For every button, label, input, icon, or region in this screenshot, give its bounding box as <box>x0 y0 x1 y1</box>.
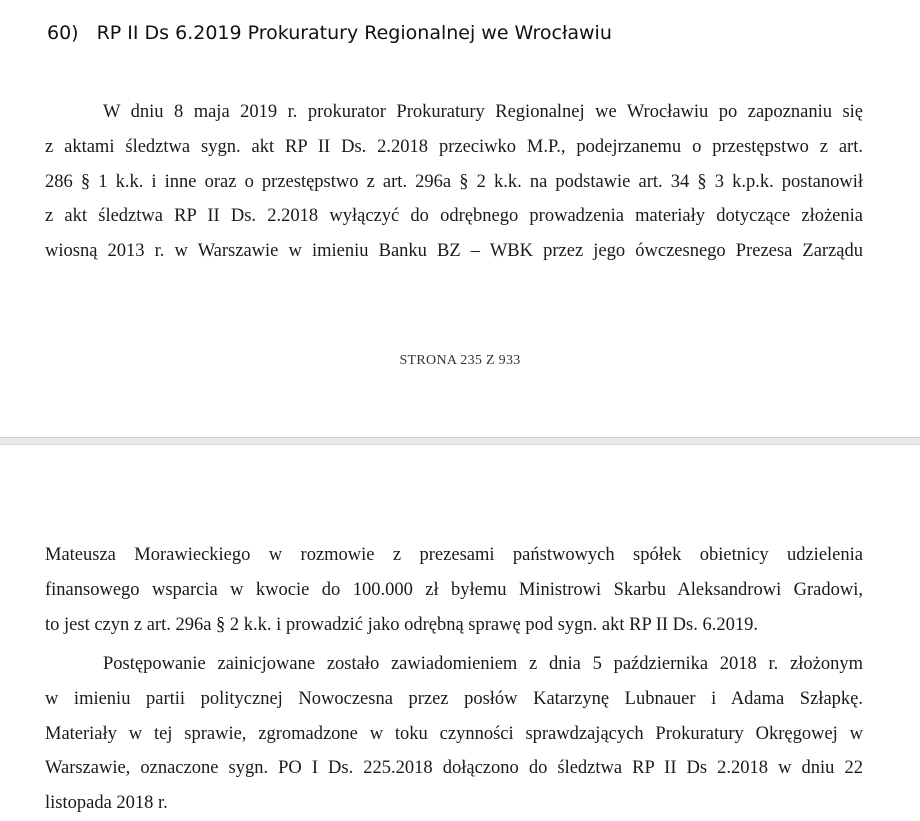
text-line: W dniu 8 maja 2019 r. prokurator Prokuratury Regionalnej we Wrocławiu po zapoznaniu się <box>103 102 863 122</box>
page2-paragraph-2 <box>45 647 863 821</box>
text-line: listopada 2018 r. <box>45 793 168 814</box>
text-line: z aktami śledztwa sygn. akt RP II Ds. 2.2018 przeciwko M.P., podejrzanemu o przestępstwo z art. <box>45 136 863 157</box>
section-heading <box>47 22 612 44</box>
text-line: Mateusza Morawieckiego w rozmowie z prezesami państwowych spółek obietnicy udzielenia <box>45 545 863 565</box>
page1-paragraph <box>45 95 863 269</box>
text-line: Materiały w tej sprawie, zgromadzone w toku czynności sprawdzających Prokuratury Okręgowej w <box>45 723 863 744</box>
page-break-divider <box>0 437 920 445</box>
text-line: to jest czyn z art. 296a § 2 k.k. i prowadzić jako odrębną sprawę pod sygn. akt RP II Ds. 6.2019. <box>45 614 758 635</box>
page2-paragraph-1 <box>45 538 863 642</box>
text-line: finansowego wsparcia w kwocie do 100.000 zł byłemu Ministrowi Skarbu Aleksandrowi Gradowi, <box>45 579 863 600</box>
text-line: w imieniu partii politycznej Nowoczesna przez posłów Katarzynę Lubnauer i Adama Szłapkę. <box>45 688 863 709</box>
section-number: 60) <box>47 22 79 44</box>
text-line: 286 § 1 k.k. i inne oraz o przestępstwo z art. 296a § 2 k.k. na podstawie art. 34 § 3 k.p.k. postanowił <box>45 171 863 192</box>
text-line: wiosną 2013 r. w Warszawie w imieniu Banku BZ – WBK przez jego ówczesnego Prezesa Zarządu <box>45 241 863 262</box>
text-line: Warszawie, oznaczone sygn. PO I Ds. 225.2018 dołączono do śledztwa RP II Ds 2.2018 w dniu 22 <box>45 758 863 779</box>
page-number-footer: STRONA 235 Z 933 <box>399 353 521 368</box>
section-title: RP II Ds 6.2019 Prokuratury Regionalnej we Wrocławiu <box>96 22 612 44</box>
text-line: Postępowanie zainicjowane zostało zawiadomieniem z dnia 5 października 2018 r. złożonym <box>103 654 863 674</box>
text-line: z akt śledztwa RP II Ds. 2.2018 wyłączyć do odrębnego prowadzenia materiały dotyczące złożenia <box>45 206 863 227</box>
